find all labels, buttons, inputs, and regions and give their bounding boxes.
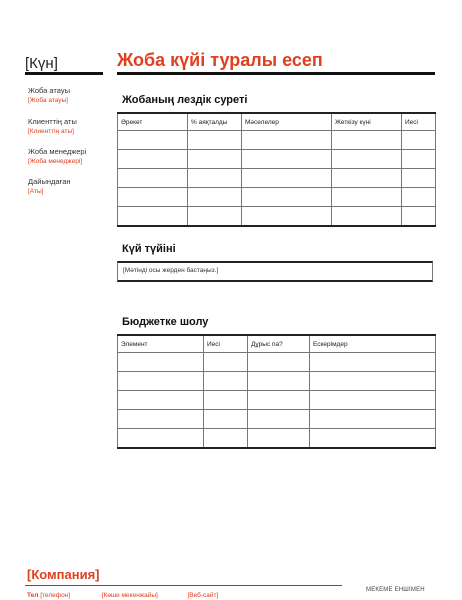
column-header: Иесі [204, 335, 248, 353]
table-cell[interactable] [402, 188, 436, 207]
table-cell[interactable] [188, 169, 242, 188]
table-cell[interactable] [310, 372, 436, 391]
table-cell[interactable] [332, 150, 402, 169]
left-divider [25, 72, 103, 75]
table-cell[interactable] [402, 207, 436, 227]
table-cell[interactable] [332, 131, 402, 150]
table-cell[interactable] [118, 429, 204, 449]
table-cell[interactable] [118, 207, 188, 227]
table-cell[interactable] [248, 372, 310, 391]
budget-table [117, 334, 436, 449]
table-cell[interactable] [402, 150, 436, 169]
table-row [118, 429, 436, 449]
table-cell[interactable] [242, 188, 332, 207]
column-header: Ескерімдер [310, 335, 436, 353]
title-divider [117, 72, 435, 75]
address-value: [Көше мекенжайы] [101, 592, 158, 599]
column-header: Дұрыс па? [248, 335, 310, 353]
table-cell[interactable] [188, 131, 242, 150]
table-row [118, 391, 436, 410]
snapshot-table [117, 112, 436, 227]
table-cell[interactable] [242, 169, 332, 188]
column-header: Иесі [402, 113, 436, 131]
meta-value: [Жоба менеджері] [28, 158, 83, 165]
table-row [118, 372, 436, 391]
table-row [118, 410, 436, 429]
status-summary-box[interactable]: [Мәтінді осы жерден бастаңыз.] [117, 261, 433, 282]
table-cell[interactable] [204, 391, 248, 410]
meta-label: Клиенттің аты [28, 117, 77, 126]
table-header-row [118, 113, 436, 131]
table-cell[interactable] [118, 391, 204, 410]
table-cell[interactable] [402, 131, 436, 150]
meta-project-name [28, 86, 108, 105]
budget-heading: Бюджетке шолу [122, 316, 209, 328]
table-cell[interactable] [118, 131, 188, 150]
column-header: Әрекет [118, 113, 188, 131]
table-row [118, 188, 436, 207]
column-header: Мәселелер [242, 113, 332, 131]
report-date: [Күн] [25, 55, 58, 72]
meta-value: [Клиенттің аты] [28, 128, 74, 135]
table-cell[interactable] [118, 169, 188, 188]
table-cell[interactable] [242, 207, 332, 227]
footer-contacts [27, 592, 218, 599]
table-row [118, 353, 436, 372]
table-cell[interactable] [248, 391, 310, 410]
meta-value: [Жоба атауы] [28, 97, 68, 104]
table-cell[interactable] [310, 410, 436, 429]
website-value: [Веб-сайт] [187, 592, 219, 599]
meta-prepared-by [28, 177, 108, 196]
table-cell[interactable] [248, 353, 310, 372]
table-cell[interactable] [204, 410, 248, 429]
table-cell[interactable] [332, 188, 402, 207]
table-cell[interactable] [204, 429, 248, 449]
table-cell[interactable] [188, 188, 242, 207]
column-header: Элемент [118, 335, 204, 353]
table-row [118, 169, 436, 188]
table-cell[interactable] [332, 207, 402, 227]
table-cell[interactable] [242, 131, 332, 150]
column-header: Жеткізу күні [332, 113, 402, 131]
meta-client-name [28, 117, 108, 136]
table-cell[interactable] [118, 188, 188, 207]
meta-label: Жоба атауы [28, 86, 70, 95]
footer-divider [25, 585, 342, 586]
table-cell[interactable] [118, 353, 204, 372]
table-cell[interactable] [118, 372, 204, 391]
snapshot-heading: Жобаның лездік суреті [122, 94, 248, 106]
confidential-label: МЕКЕМЕ ЕНШІМЕН [366, 587, 425, 593]
table-cell[interactable] [118, 150, 188, 169]
table-cell[interactable] [310, 391, 436, 410]
table-header-row [118, 335, 436, 353]
table-cell[interactable] [188, 150, 242, 169]
table-cell[interactable] [118, 410, 204, 429]
meta-project-manager [28, 147, 108, 166]
phone-value: [телефон] [40, 592, 71, 599]
table-row [118, 131, 436, 150]
table-cell[interactable] [402, 169, 436, 188]
meta-label: Жоба менеджері [28, 147, 87, 156]
table-cell[interactable] [242, 150, 332, 169]
meta-value: [Аты] [28, 188, 44, 195]
table-cell[interactable] [248, 410, 310, 429]
table-cell[interactable] [248, 429, 310, 449]
table-cell[interactable] [310, 353, 436, 372]
table-cell[interactable] [310, 429, 436, 449]
status-heading: Күй түйіні [122, 243, 176, 255]
column-header: % аяқталды [188, 113, 242, 131]
page-title: Жоба күйі туралы есеп [117, 50, 323, 70]
table-cell[interactable] [204, 353, 248, 372]
company-name: [Компания] [27, 567, 100, 582]
table-row [118, 207, 436, 227]
table-row [118, 150, 436, 169]
table-cell[interactable] [188, 207, 242, 227]
phone-label: Тел [27, 592, 39, 599]
table-cell[interactable] [332, 169, 402, 188]
meta-label: Дайындаған [28, 177, 71, 186]
table-cell[interactable] [204, 372, 248, 391]
